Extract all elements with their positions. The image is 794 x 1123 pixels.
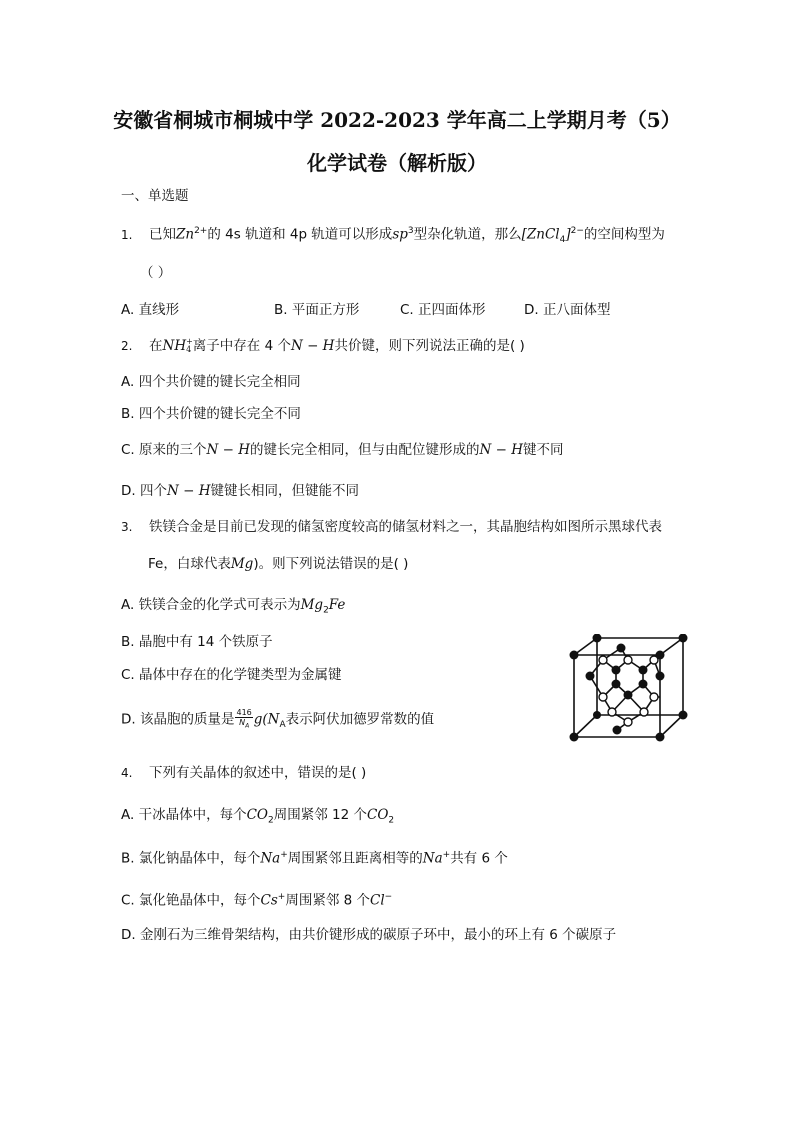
text: 键不同 — [522, 442, 564, 458]
math: Cs — [260, 892, 278, 909]
q2-option-c — [121, 441, 563, 459]
q2-option-b: B. 四个共价键的键长完全不同 — [121, 406, 301, 422]
sup: − — [384, 892, 393, 902]
numerator: 416 — [236, 708, 252, 717]
math: Na — [422, 850, 443, 867]
q4-option-d: D. 金刚石为三维骨架结构，由共价键形成的碳原子环中，最小的环上有 6 个碳原子 — [121, 927, 617, 943]
text: 键键长相同，但键能不同 — [210, 483, 359, 499]
sub: A — [279, 719, 286, 730]
text: 离子中存在 4 个 — [192, 338, 291, 354]
text: 周围紧邻 8 个 — [285, 892, 370, 909]
question-3-line2 — [148, 555, 408, 573]
q4-option-c — [121, 888, 392, 910]
math: N − H — [206, 442, 250, 458]
text: 在 — [149, 338, 163, 354]
q2-option-a: A. 四个共价键的键长完全相同 — [121, 374, 301, 390]
math: g(N — [253, 711, 280, 728]
text: C. 原来的三个 — [121, 442, 207, 458]
text: Fe，白球代表 — [148, 556, 231, 572]
math: ] — [565, 226, 571, 243]
q3-option-d — [121, 708, 434, 734]
text: B. 氯化钠晶体中，每个 — [121, 850, 261, 867]
text: 的键长完全相同，但与由配位键形成的 — [250, 442, 480, 458]
math: Fe — [328, 597, 346, 613]
sub: 4 — [186, 345, 192, 354]
sub: 2 — [268, 815, 274, 826]
math: Mg — [300, 597, 324, 613]
text: 的空间构型为 — [583, 226, 665, 243]
text: N — [239, 718, 246, 727]
q3-option-c: C. 晶体中存在的化学键类型为金属键 — [121, 667, 342, 683]
text: 共价键，则下列说法正确的是( ) — [334, 338, 525, 354]
sup: 2+ — [194, 226, 208, 236]
text: 周围紧邻且距离相等的 — [287, 850, 423, 867]
question-1-paren: （ ） — [140, 265, 172, 281]
math: Mg — [230, 556, 254, 572]
question-number: 4. — [121, 766, 133, 780]
text: 共有 6 个 — [450, 850, 508, 867]
q1-option-c: C. 正四面体形 — [400, 302, 486, 318]
question-number: 2. — [121, 339, 133, 353]
text: 表示阿伏加德罗常数的值 — [285, 711, 435, 728]
sup: + — [277, 892, 286, 902]
section-heading: 一、单选题 — [121, 188, 189, 204]
q1-option-a: A. 直线形 — [121, 302, 180, 318]
math: [ZnCl — [521, 226, 560, 243]
q4-option-a — [121, 806, 394, 830]
math: CO — [246, 807, 268, 823]
text: D. 该晶胞的质量是 — [121, 711, 235, 728]
sub: 4 — [559, 235, 566, 246]
text: A. 铁镁合金的化学式可表示为 — [121, 597, 301, 613]
math: N − H — [290, 338, 335, 354]
text: 周围紧邻 12 个 — [273, 807, 367, 823]
question-4 — [121, 764, 366, 782]
text: 下列有关晶体的叙述中，错误的是( ) — [149, 765, 367, 781]
text: 已知 — [149, 226, 176, 243]
q1-option-b: B. 平面正方形 — [274, 302, 360, 318]
sup: + — [442, 850, 451, 860]
text: 型杂化轨道，那么 — [413, 226, 522, 243]
page-title-line2: 化学试卷（解析版） — [307, 151, 487, 175]
question-2 — [121, 337, 525, 355]
question-number: 3. — [121, 520, 133, 534]
text: 铁镁合金是目前已发现的储氢密度较高的储氢材料之一，其晶胞结构如图所示黑球代表 — [149, 519, 662, 535]
math: NH — [162, 338, 187, 354]
sup: 3 — [407, 226, 414, 236]
q4-option-b — [121, 846, 508, 868]
math: N − H — [166, 483, 211, 499]
sup: + — [186, 337, 193, 346]
math: Zn — [176, 226, 195, 243]
text: D. 四个 — [121, 483, 167, 499]
text: 的 4s 轨道和 4p 轨道可以形成 — [207, 226, 393, 243]
sub: 2 — [388, 815, 395, 826]
question-1 — [121, 222, 665, 249]
math: Cl — [370, 892, 385, 909]
sub: 2 — [323, 605, 329, 616]
text: C. 氯化铯晶体中，每个 — [121, 892, 261, 909]
sup: + — [280, 850, 288, 860]
math: Na — [260, 850, 281, 867]
fraction — [235, 708, 252, 731]
q1-option-d: D. 正八面体型 — [524, 302, 611, 318]
math: N − H — [479, 442, 523, 458]
q3-option-b: B. 晶胞中有 14 个铁原子 — [121, 634, 273, 650]
question-number: 1. — [121, 227, 133, 242]
math: sp — [392, 226, 408, 243]
sub: A — [245, 722, 250, 730]
q2-option-d — [121, 482, 359, 500]
page-title-line1: 安徽省桐城市桐城中学 2022-2023 学年高二上学期月考（5） — [113, 108, 681, 132]
crystal-cell-diagram — [566, 634, 688, 744]
denominator — [235, 718, 252, 731]
question-3 — [121, 518, 662, 536]
q3-option-a — [121, 596, 345, 620]
sup: 2− — [570, 226, 584, 236]
text: )。则下列说法错误的是( ) — [253, 556, 409, 572]
text: A. 干冰晶体中，每个 — [121, 807, 247, 823]
subsup — [186, 338, 193, 354]
math: CO — [367, 807, 389, 823]
